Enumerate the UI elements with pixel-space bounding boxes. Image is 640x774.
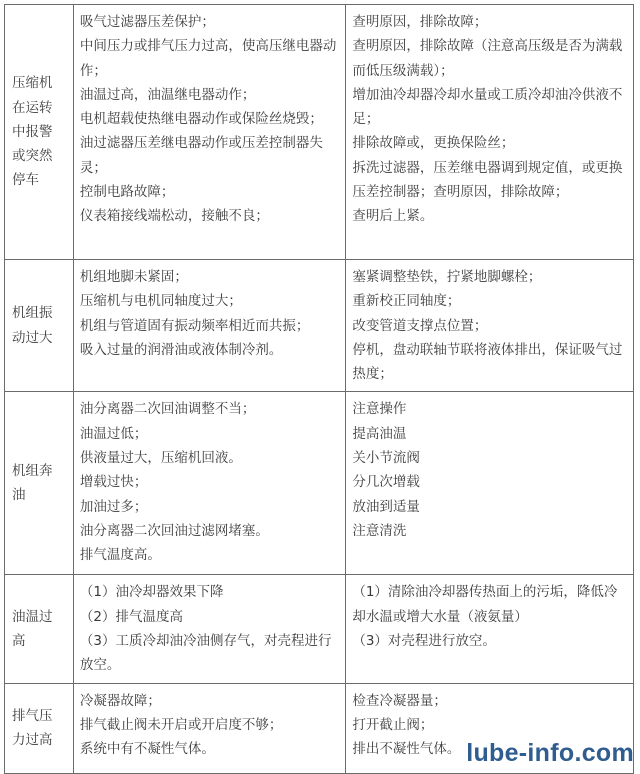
remedy-cell bbox=[346, 5, 634, 260]
table-row bbox=[5, 575, 634, 683]
cause-line: 油温过高，油温继电器动作； bbox=[79, 86, 256, 103]
table-body bbox=[5, 5, 634, 774]
remedy-line: 排除故障或，更换保险丝； bbox=[352, 135, 515, 152]
cause-line: （1）油冷却器效果下降 bbox=[79, 584, 224, 601]
remedy-line: 增加油冷却器冷却水量或工质冷却油冷供液不足； bbox=[352, 86, 623, 128]
remedy-line: 拆洗过滤器，压差继电器调到规定值，或更换压差控制器；查明原因，排除故障； bbox=[352, 159, 623, 201]
cause-line: 排气温度高。 bbox=[79, 547, 161, 564]
cause-line: 吸入过量的润滑油或液体制冷剂。 bbox=[79, 341, 283, 358]
remedy-line: 注意清洗 bbox=[352, 522, 407, 539]
remedy-line: 查明后上紧。 bbox=[352, 208, 434, 225]
remedy-cell bbox=[346, 260, 634, 392]
cause-line: 冷凝器故障； bbox=[79, 692, 161, 709]
cause-cell bbox=[73, 392, 345, 575]
fault-cell: 排气压力过高 bbox=[5, 683, 74, 773]
cause-cell bbox=[73, 260, 345, 392]
cause-line: 油过滤器压差继电器动作或压差控制器失灵； bbox=[79, 135, 323, 176]
remedy-line: 重新校正同轴度； bbox=[352, 293, 461, 310]
remedy-line: 停机，盘动联轴节联将液体排出，保证吸气过热度； bbox=[352, 341, 623, 383]
remedy-line: 排出不凝性气体。 bbox=[352, 741, 461, 758]
fault-cell: 压缩机在运转中报警或突然停车 bbox=[5, 5, 74, 260]
cause-line: 供液量过大，压缩机回液。 bbox=[79, 450, 242, 467]
cause-line: 排气截止阀未开启或开启度不够； bbox=[79, 716, 283, 733]
cause-cell bbox=[73, 575, 345, 683]
remedy-line: 提高油温 bbox=[352, 425, 407, 442]
remedy-line: （3）对壳程进行放空。 bbox=[352, 633, 496, 650]
fault-cell: 机组奔油 bbox=[5, 392, 74, 575]
remedy-line: 放油到适量 bbox=[352, 498, 420, 515]
cause-line: 电机超载使热继电器动作或保险丝烧毁； bbox=[79, 111, 323, 128]
cause-cell bbox=[73, 5, 345, 260]
remedy-cell bbox=[346, 392, 634, 575]
remedy-line: 改变管道支撑点位置； bbox=[352, 317, 488, 334]
cause-line: 机组与管道固有振动频率相近而共振； bbox=[79, 317, 310, 334]
table-row bbox=[5, 260, 634, 392]
remedy-line: 查明原因，排除故障； bbox=[352, 14, 488, 30]
remedy-line: （1）清除油冷却器传热面上的污垢，降低冷却水温或增大水量（液氨量） bbox=[352, 584, 618, 625]
cause-line: （3）工质冷却油冷油侧存气，对壳程进行放空。 bbox=[79, 633, 332, 674]
remedy-line: 关小节流阀 bbox=[352, 450, 420, 467]
cause-line: 仪表箱接线端松动，接触不良； bbox=[79, 208, 269, 225]
remedy-cell bbox=[346, 575, 634, 683]
cause-line: 油分离器二次回油过滤网堵塞。 bbox=[79, 522, 269, 539]
fault-cell: 机组振动过大 bbox=[5, 260, 74, 392]
cause-line: 吸气过滤器压差保护； bbox=[79, 14, 215, 30]
cause-line: 机组地脚未紧固； bbox=[79, 269, 188, 285]
cause-line: 增载过快； bbox=[79, 474, 148, 491]
remedy-line: 打开截止阀； bbox=[352, 716, 434, 733]
remedy-line: 查明原因，排除故障（注意高压级是否为满载而低压级满载）； bbox=[352, 38, 623, 79]
table-row bbox=[5, 392, 634, 575]
cause-line: 加油过多； bbox=[79, 498, 148, 515]
cause-line: 压缩机与电机同轴度过大； bbox=[79, 293, 242, 310]
troubleshooting-table bbox=[4, 4, 634, 774]
remedy-line: 分几次增载 bbox=[352, 474, 420, 491]
fault-cell: 油温过高 bbox=[5, 575, 74, 683]
cause-cell bbox=[73, 683, 345, 773]
cause-line: 油温过低； bbox=[79, 425, 148, 442]
cause-line: 控制电路故障； bbox=[79, 184, 175, 201]
remedy-line: 塞紧调整垫铁，拧紧地脚螺栓； bbox=[352, 269, 542, 285]
remedy-line: 检查冷凝器量； bbox=[352, 692, 447, 709]
remedy-line: 注意操作 bbox=[352, 401, 407, 418]
cause-line: 系统中有不凝性气体。 bbox=[79, 741, 215, 758]
cause-line: 中间压力或排气压力过高，使高压继电器动作； bbox=[79, 38, 337, 79]
watermark-text: lube-info.com bbox=[466, 739, 634, 767]
cause-line: 油分离器二次回油调整不当； bbox=[79, 401, 256, 418]
table-row bbox=[5, 5, 634, 260]
cause-line: （2）排气温度高 bbox=[79, 608, 183, 625]
